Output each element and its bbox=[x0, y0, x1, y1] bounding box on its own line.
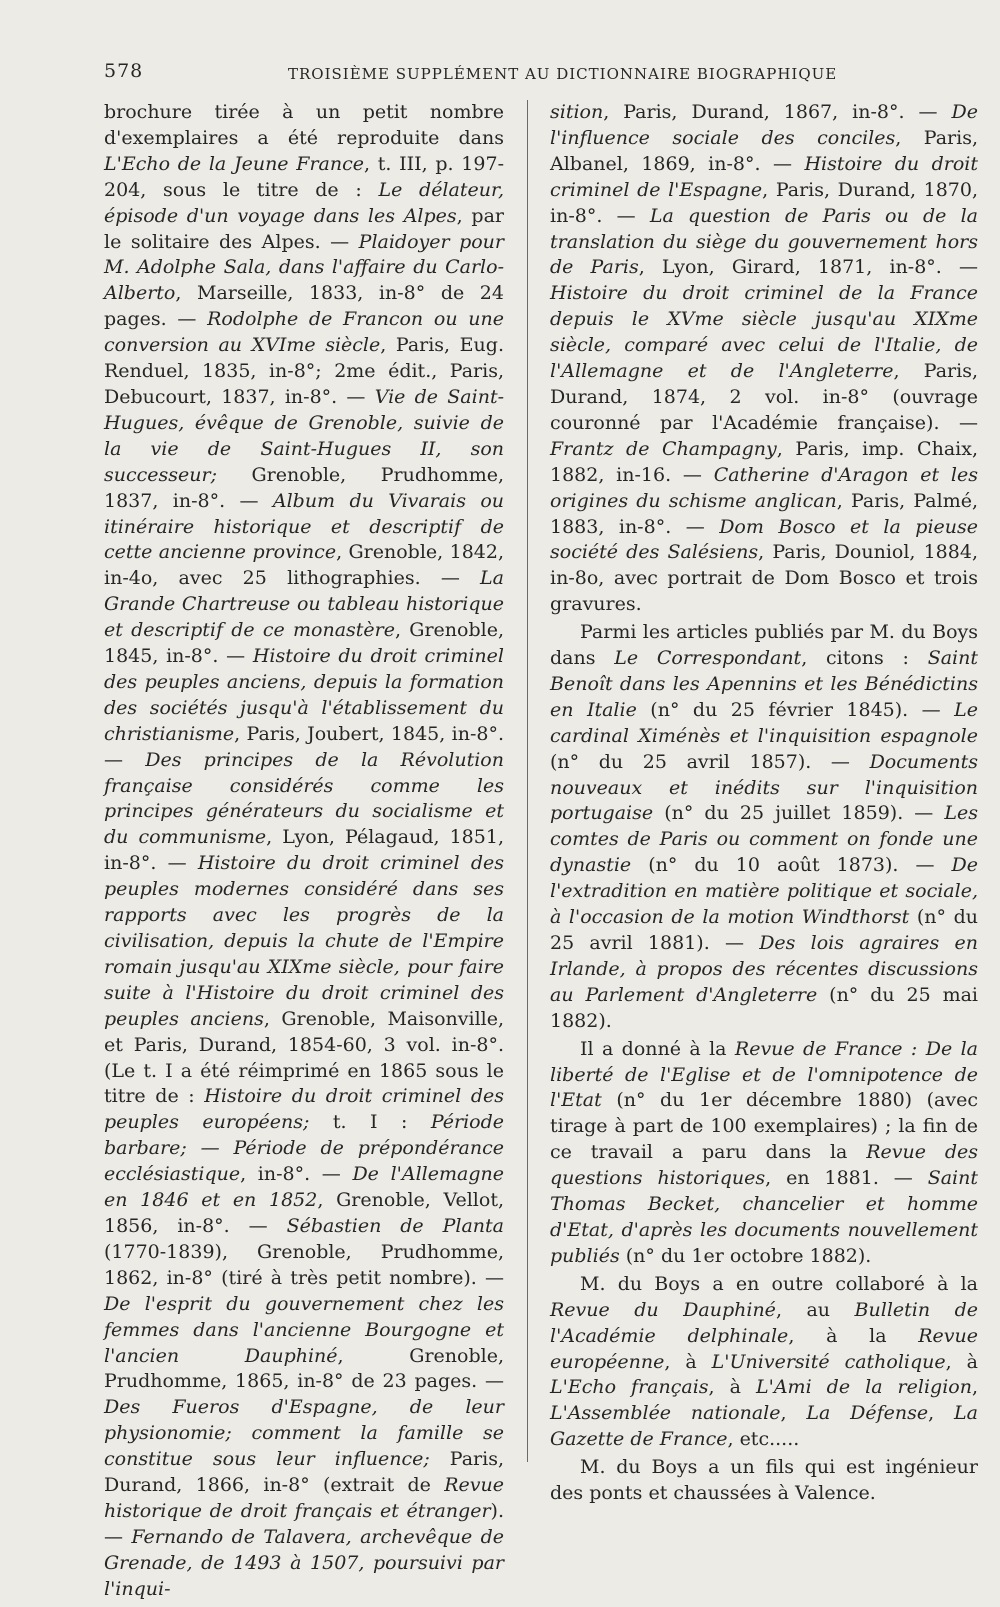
right-paragraph bbox=[550, 1272, 978, 1453]
italic-title-text: Fernando de Talavera, archevêque de Grenade, de 1493 à 1507, poursuivi par l'inqui- bbox=[104, 1525, 504, 1600]
body-text: , Paris, Palmé, 1883, in-8°. — bbox=[550, 489, 978, 538]
italic-title-text: sition bbox=[550, 101, 604, 123]
italic-title-text: Histoire du droit criminel de l'Espagne bbox=[550, 152, 978, 201]
body-text: , Paris, Albanel, 1869, in-8°. — bbox=[550, 126, 978, 175]
body-text: , Grenoble, 1842, in-4o, avec 25 lithographies. — bbox=[104, 541, 504, 590]
body-text: , Grenoble, 1845, in-8°. — bbox=[104, 619, 504, 668]
italic-title-text: Revue de France : De la liberté de l'Eglise et de l'omnipotence de l'Etat bbox=[550, 1037, 978, 1112]
body-text: brochure tirée à un petit nombre d'exemplaires a été reproduite dans bbox=[104, 101, 504, 149]
italic-title-text: L'Ami de la religion bbox=[755, 1376, 972, 1399]
italic-title-text: De l'esprit du gouvernement chez les femmes dans l'ancienne Bourgogne et l'ancien Dauphiné bbox=[104, 1292, 504, 1367]
italic-title-text: Frantz de Champagny bbox=[550, 437, 777, 460]
body-text: M. du Boys a un fils qui est ingénieur des ponts et chaussées à Valence. bbox=[550, 1456, 978, 1505]
right-paragraph bbox=[550, 100, 978, 618]
italic-title-text: L'Echo de la Jeune France bbox=[104, 152, 364, 175]
left-column bbox=[104, 100, 505, 1600]
body-text: , à bbox=[708, 1376, 756, 1399]
body-text: Grenoble, Prudhomme, 1837, in-8°. — bbox=[104, 463, 504, 512]
italic-title-text: La question de Paris ou de la translation du siège du gouvernement hors de Paris bbox=[550, 204, 978, 279]
italic-title-text: Des lois agraires en Irlande, à propos des récentes discussions au Parlement d'Angleterre bbox=[550, 932, 978, 1006]
italic-title-text: Revue européenne bbox=[550, 1324, 979, 1373]
body-text: Paris, Durand, 1866, in-8° (extrait de bbox=[104, 1448, 504, 1497]
italic-title-text: Histoire du droit criminel de la France depuis le XVme siècle jusqu'au XIXme siècle, comparé avec celui de l'Italie, de l'Allemagne et de l'Angleterre bbox=[550, 282, 978, 383]
body-text: , à la bbox=[788, 1324, 919, 1347]
italic-title-text: Le cardinal Ximénès et l'inquisition espagnole bbox=[550, 698, 979, 747]
italic-title-text: De l'influence sociale des conciles bbox=[550, 101, 978, 149]
body-text: M. du Boys a en outre collaboré à la bbox=[580, 1272, 978, 1295]
right-paragraph bbox=[550, 620, 978, 1035]
body-text: , Paris, Douniol, 1884, in-8o, avec portrait de Dom Bosco et trois gravures. bbox=[550, 541, 978, 616]
italic-title-text: Rodolphe de Francon ou une conversion au XVIme siècle bbox=[104, 308, 504, 357]
body-text: , bbox=[971, 1376, 978, 1399]
body-text: , bbox=[928, 1402, 954, 1425]
italic-title-text: Histoire du droit criminel des peuples anciens, depuis la formation des sociétés jusqu'à l'établissement du christianisme bbox=[104, 645, 504, 745]
body-text: Il a donné à la bbox=[580, 1037, 735, 1060]
italic-title-text: Période barbare; — Période de prépondérance ecclésiastique bbox=[104, 1111, 504, 1186]
left-paragraph bbox=[104, 100, 504, 1603]
body-text: , en 1881. — bbox=[765, 1167, 928, 1190]
body-text: t. I : bbox=[309, 1111, 431, 1134]
italic-title-text: L'Echo français bbox=[550, 1376, 709, 1399]
body-text: , par le solitaire des Alpes. — bbox=[104, 204, 504, 253]
body-text: , Marseille, 1833, in-8° de 24 pages. — bbox=[104, 282, 504, 331]
body-text: , Lyon, Girard, 1871, in-8°. — bbox=[638, 256, 978, 279]
italic-title-text: Les comtes de Paris ou comment on fonde une dynastie bbox=[550, 802, 978, 877]
body-text: , à bbox=[945, 1350, 978, 1373]
italic-title-text: Revue du Dauphiné bbox=[550, 1298, 776, 1321]
body-text: (n° du 25 mai 1882). bbox=[550, 983, 978, 1032]
body-text: (n° du 25 avril 1881). — bbox=[550, 906, 978, 954]
body-text: , Paris, Durand, 1867, in-8°. — bbox=[603, 101, 952, 123]
body-text: (n° du 1er octobre 1882). bbox=[619, 1244, 872, 1267]
body-text: , Paris, Eug. Renduel, 1835, in-8°; 2me édit., Paris, Debucourt, 1837, in-8°. — bbox=[104, 334, 504, 408]
body-text: , t. III, p. 197-204, sous le titre de : bbox=[104, 152, 504, 201]
italic-title-text: Des Fueros d'Espagne, de leur physionomie; comment la famille se constitue sous leur influence; bbox=[104, 1396, 504, 1471]
italic-title-text: Le délateur, épisode d'un voyage dans les Alpes bbox=[104, 178, 504, 227]
body-text: , Grenoble, Maisonville, et Paris, Durand, 1854-60, 3 vol. in-8°. (Le t. I a été réimprimé en 1865 sous le titre de : bbox=[104, 1007, 505, 1108]
body-text: , Grenoble, Prudhomme, 1865, in-8° de 23 pages. — bbox=[104, 1344, 504, 1393]
italic-title-text: Revue historique de droit français et étranger bbox=[104, 1474, 504, 1522]
italic-title-text: De l'extradition en matière politique et sociale, à l'occasion de la motion Windthorst bbox=[550, 854, 978, 929]
right-paragraph bbox=[550, 1455, 978, 1507]
body-text: , bbox=[780, 1402, 807, 1425]
right-paragraph bbox=[550, 1037, 978, 1270]
running-title: TROISIÈME SUPPLÉMENT AU DICTIONNAIRE BIOGRAPHIQUE bbox=[288, 65, 838, 83]
body-text: Parmi les articles publiés par M. du Boys dans bbox=[550, 621, 978, 670]
italic-title-text: Dom Bosco et la pieuse société des Salésiens bbox=[550, 515, 979, 564]
italic-title-text: La Grande Chartreuse ou tableau historique et descriptif de ce monastère bbox=[104, 567, 504, 642]
body-text: , Paris, Joubert, 1845, in-8°. — bbox=[104, 722, 504, 771]
italic-title-text: L'Université catholique bbox=[711, 1350, 946, 1373]
body-text: , Paris, Durand, 1874, 2 vol. in-8° (ouvrage couronné par l'Académie française). — bbox=[550, 360, 979, 434]
italic-title-text: Saint Benoît dans les Apennins et les Bénédictins en Italie bbox=[550, 647, 978, 721]
italic-title-text: Des principes de la Révolution française considérés comme les principes générateurs du socialisme et du communisme bbox=[104, 748, 504, 849]
body-text: , Paris, imp. Chaix, 1882, in-16. — bbox=[550, 437, 978, 486]
body-text: , Paris, Durand, 1870, in-8°. — bbox=[550, 178, 979, 227]
page-number: 578 bbox=[104, 60, 144, 82]
body-text: , etc..... bbox=[727, 1428, 800, 1451]
body-text: (n° du 10 août 1873). — bbox=[631, 854, 952, 877]
italic-title-text: Documents nouveaux et inédits sur l'inquisition portugaise bbox=[550, 750, 978, 825]
body-text: , citons : bbox=[801, 647, 928, 670]
italic-title-text: Histoire du droit criminel des peuples européens; bbox=[104, 1085, 504, 1134]
italic-title-text: Catherine d'Aragon et les origines du schisme anglican bbox=[550, 463, 979, 512]
body-text: , à bbox=[664, 1350, 712, 1373]
body-text: (n° du 25 avril 1857). — bbox=[550, 750, 870, 773]
italic-title-text: Vie de Saint-Hugues, évêque de Grenoble, suivie de la vie de Saint-Hugues II, son successeur; bbox=[104, 385, 504, 486]
italic-title-text: Saint Thomas Becket, chancelier et homme d'Etat, d'après les documents nouvellement publiés bbox=[550, 1167, 978, 1267]
body-text: (n° du 25 juillet 1859). — bbox=[653, 802, 945, 825]
column-divider bbox=[527, 100, 528, 1462]
body-text: (1770-1839), Grenoble, Prudhomme, 1862, in-8° (tiré à très petit nombre). — bbox=[104, 1240, 504, 1289]
italic-title-text: Revue des questions historiques bbox=[550, 1141, 978, 1190]
italic-title-text: Le Correspondant bbox=[614, 647, 802, 670]
running-head bbox=[104, 60, 844, 88]
body-text: , Lyon, Pélagaud, 1851, in-8°. — bbox=[104, 826, 504, 875]
italic-title-text: La Défense bbox=[806, 1402, 929, 1425]
body-text: (n° du 25 février 1845). — bbox=[636, 698, 955, 721]
body-text: ). — bbox=[104, 1499, 504, 1548]
body-text: , Grenoble, Vellot, 1856, in-8°. — bbox=[104, 1189, 504, 1237]
italic-title-text: Sébastien de Planta bbox=[286, 1214, 504, 1237]
body-text: , in-8°. — bbox=[240, 1163, 353, 1186]
body-text: , au bbox=[775, 1298, 855, 1321]
italic-title-text: Histoire du droit criminel des peuples modernes considéré dans ses rapports avec les progrès de la civilisation, depuis la chute de l'Empire romain jusqu'au XIXme siècle, pour faire suite à l'Histoire du droit criminel des peuples anciens bbox=[104, 852, 504, 1030]
italic-title-text: De l'Allemagne en 1846 et en 1852 bbox=[104, 1163, 504, 1212]
italic-title-text: L'Assemblée nationale bbox=[550, 1402, 781, 1425]
italic-title-text: La Gazette de France bbox=[550, 1402, 978, 1451]
italic-title-text: Plaidoyer pour M. Adolphe Sala, dans l'affaire du Carlo-Alberto bbox=[104, 230, 504, 305]
italic-title-text: Album du Vivarais ou itinéraire historique et descriptif de cette ancienne province bbox=[104, 489, 505, 564]
body-text: (n° du 1er décembre 1880) (avec tirage à part de 100 exemplaires) ; la fin de ce travail a paru dans la bbox=[550, 1089, 978, 1164]
italic-title-text: Bulletin de l'Académie delphinale bbox=[550, 1298, 979, 1347]
right-column bbox=[550, 100, 979, 1505]
